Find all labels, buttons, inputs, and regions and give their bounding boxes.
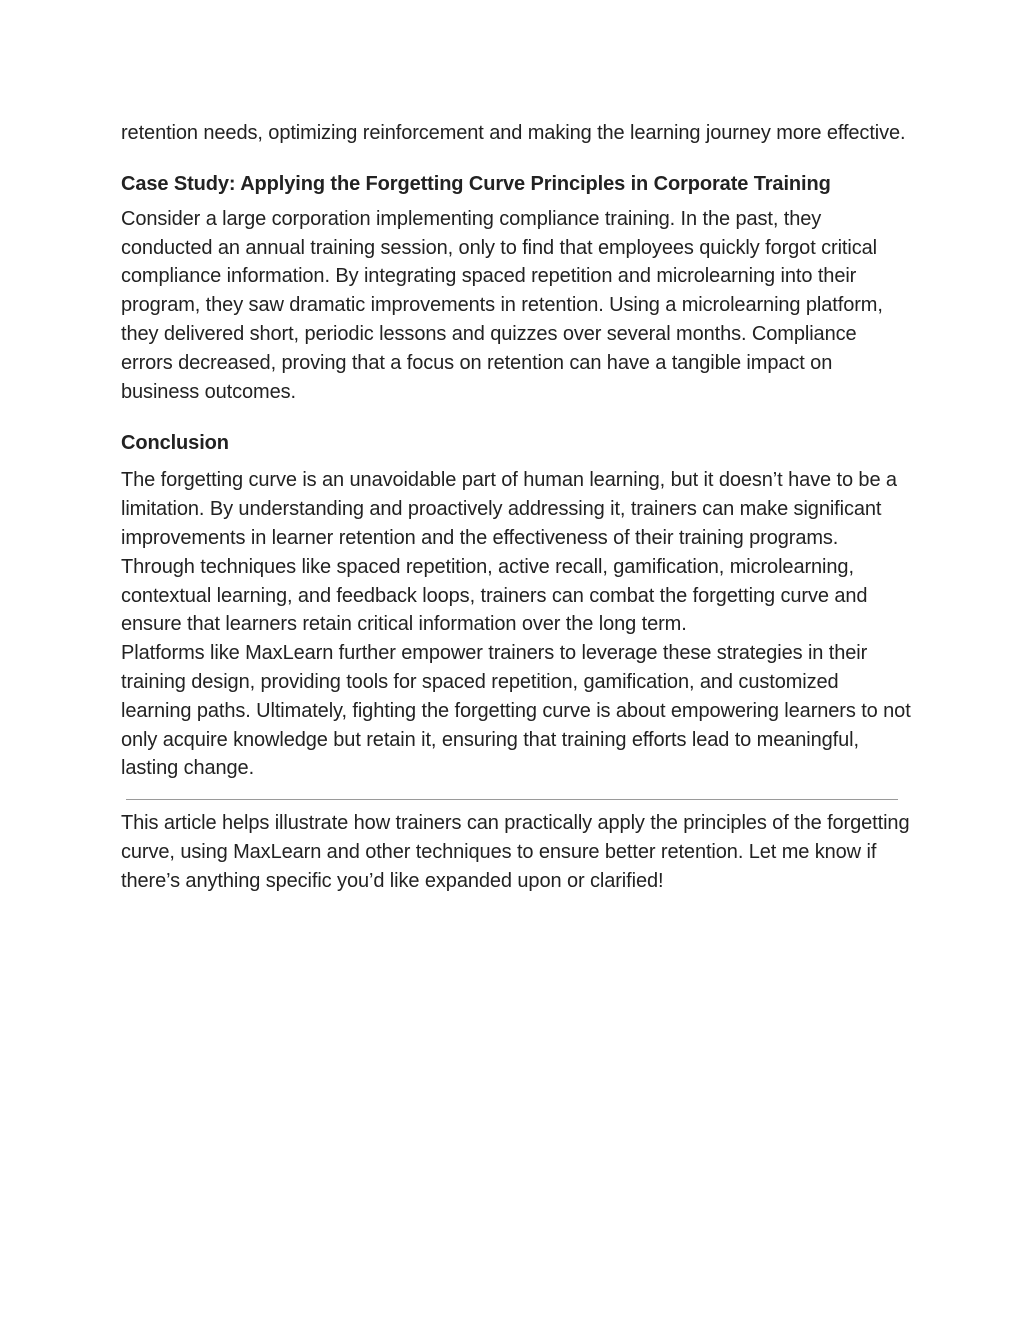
conclusion-paragraph-1: The forgetting curve is an unavoidable part of human learning, but it doesn’t have to be a limitation. By understanding and proactively addressing it, trainers can make significant improvements in learner retention and the effectiveness of their training programs. Through techniques like spaced repetition, active recall, gamification, microlearning, contextual learning, and feedback loops, trainers can combat the forgetting curve and ensure that learners retain critical information over the long term. [121, 469, 897, 636]
conclusion-paragraph-2: Platforms like MaxLearn further empower trainers to leverage these strategies in their training design, providing tools for spaced repetition, gamification, and customized learning paths. Ultimately, fighting the forgetting curve is about empowering learners to not only acquire knowledge but retain it, ensuring that training efforts lead to meaningful, lasting change. [121, 642, 911, 780]
section-divider [126, 799, 898, 800]
document-page [121, 119, 911, 896]
footer-note-paragraph: This article helps illustrate how trainers can practically apply the principles of the forgetting curve, using MaxLearn and other techniques to ensure better retention. Let me know if there’s anything specific you’d like expanded upon or clarified! [121, 812, 910, 892]
case-study-paragraph: Consider a large corporation implementing compliance training. In the past, they conducted an annual training session, only to find that employees quickly forgot critical compliance information. By integrating spaced repetition and microlearning into their program, they saw dramatic improvements in retention. Using a microlearning platform, they delivered short, periodic lessons and quizzes over several months. Compliance errors decreased, proving that a focus on retention can have a tangible impact on business outcomes. [121, 207, 883, 403]
intro-paragraph: retention needs, optimizing reinforcement and making the learning journey more effective. [121, 122, 906, 144]
case-study-heading: Case Study: Applying the Forgetting Curve Principles in Corporate Training [121, 172, 831, 195]
conclusion-heading: Conclusion [121, 432, 229, 455]
